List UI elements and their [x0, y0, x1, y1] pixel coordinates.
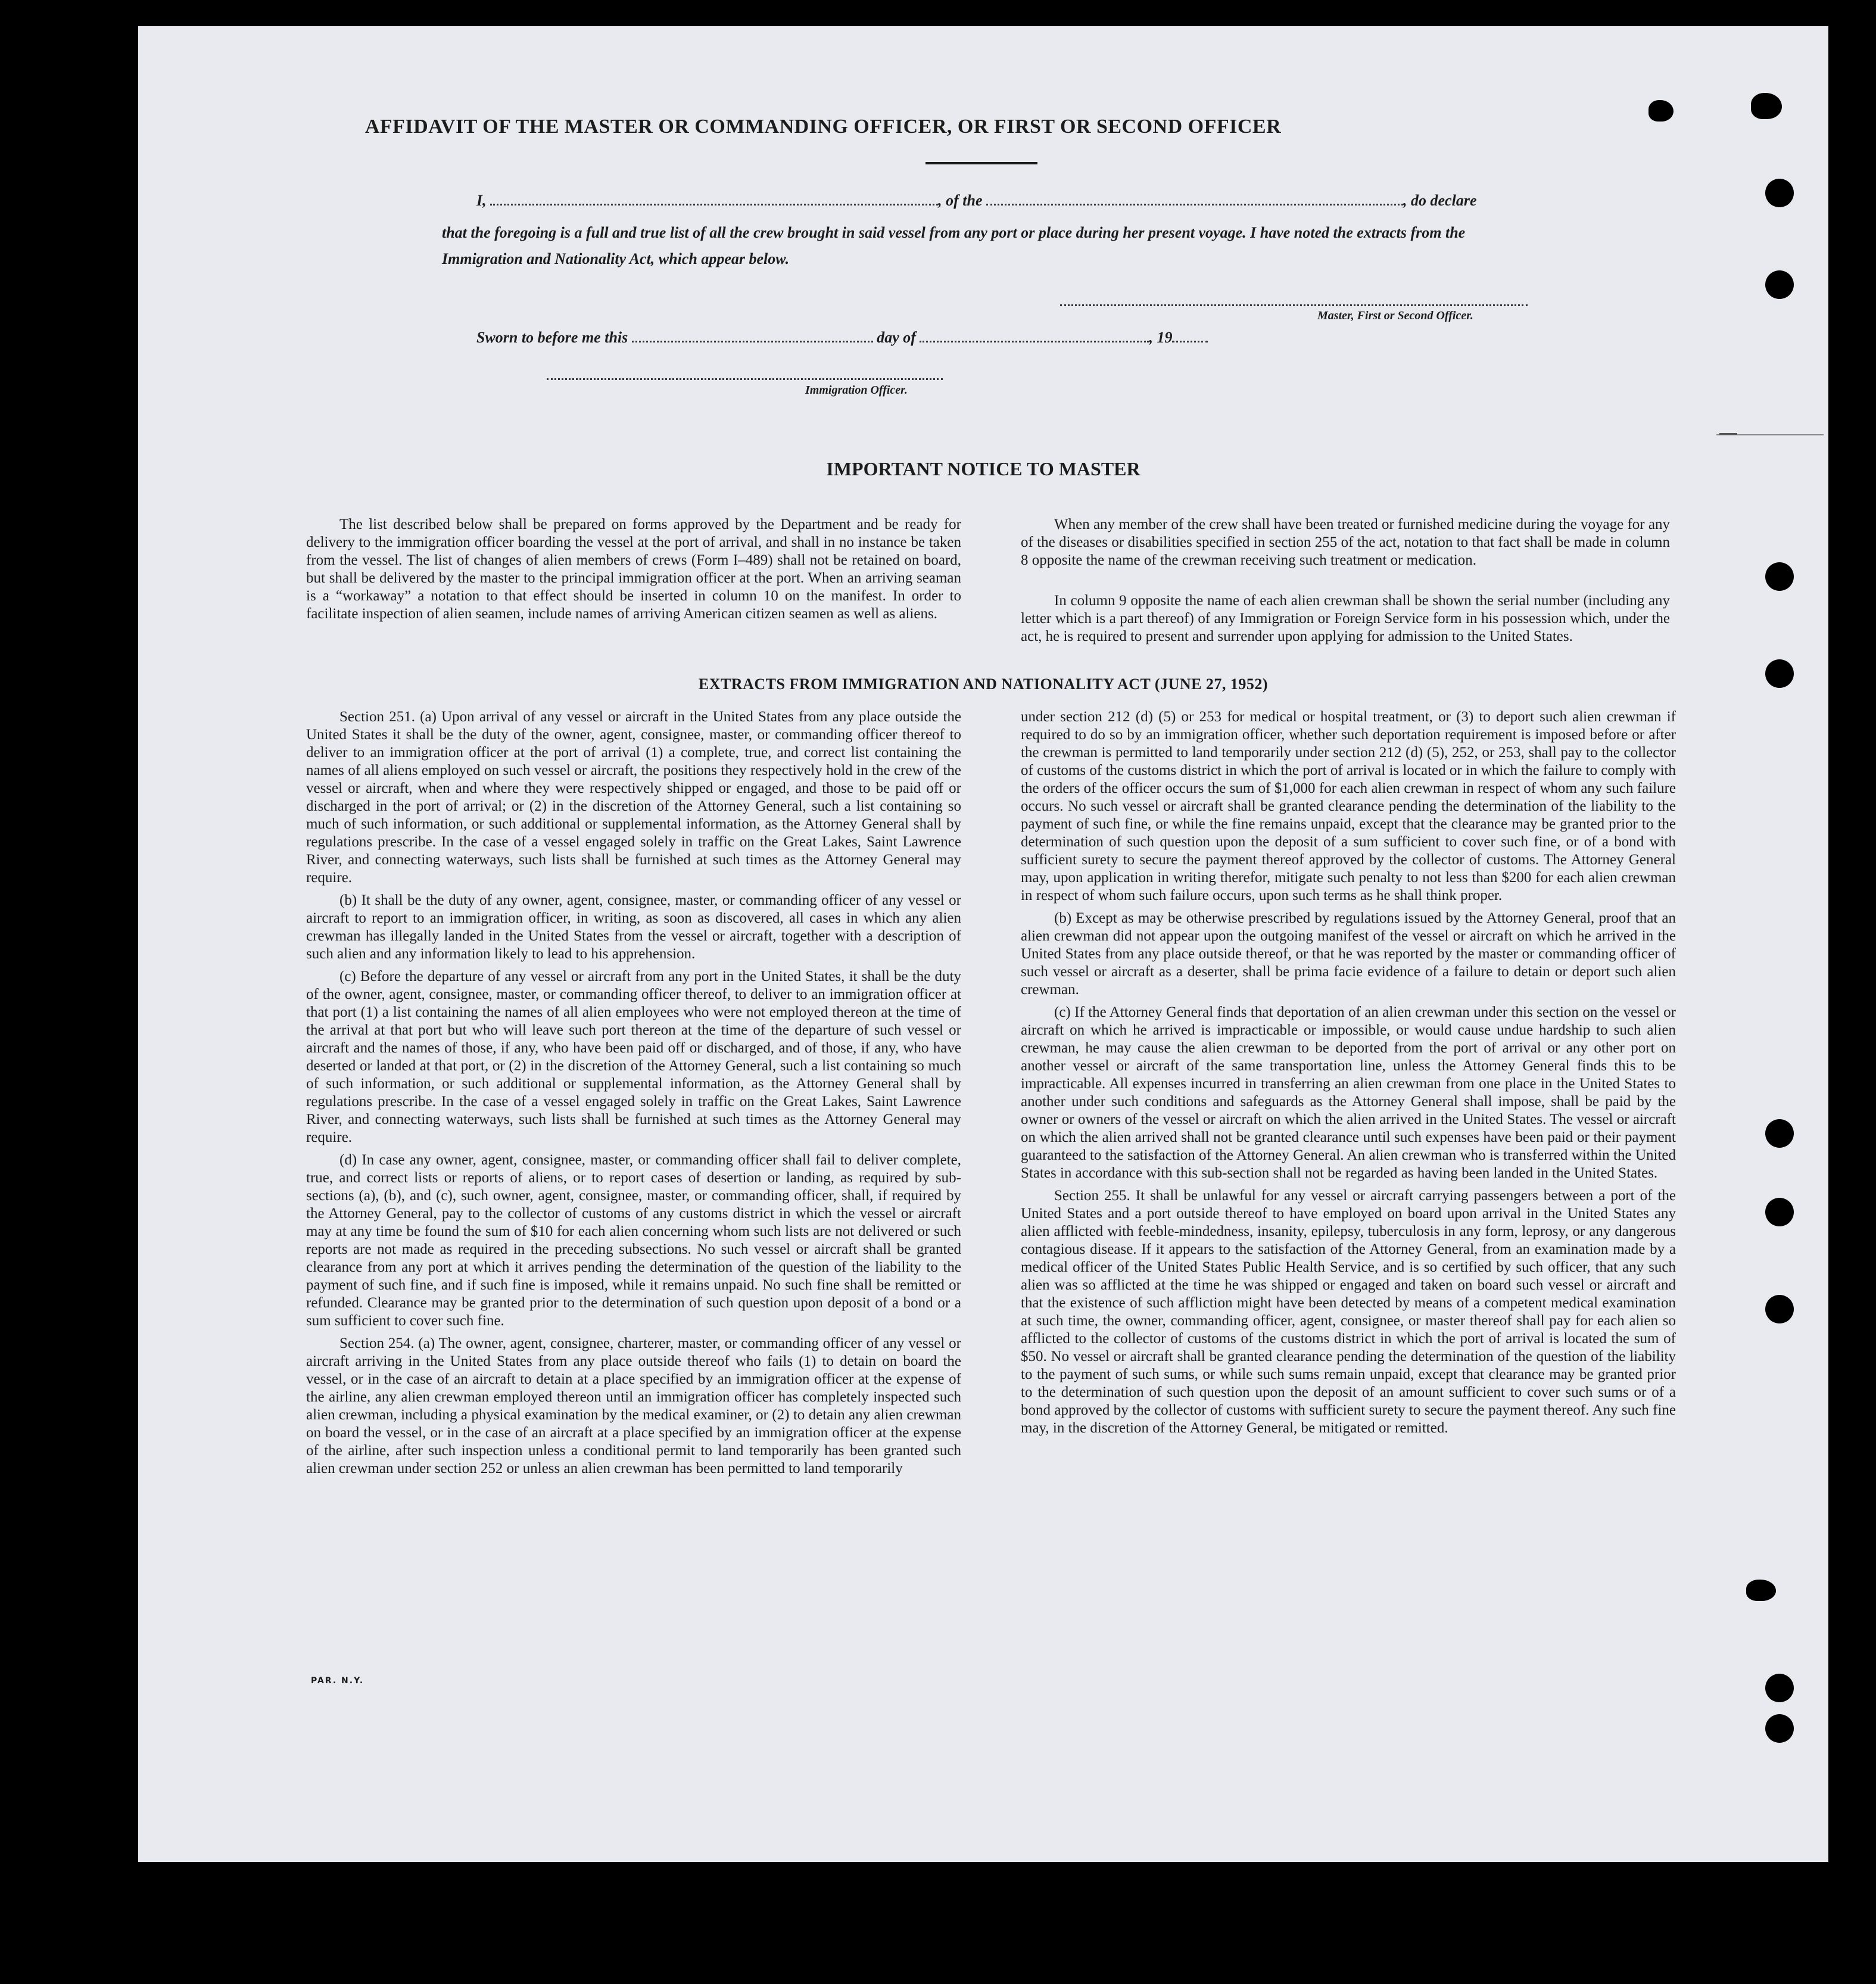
punch-hole	[1765, 659, 1794, 688]
decl-i-label: I,	[476, 192, 487, 209]
day-of-label: day of	[877, 329, 916, 346]
ink-blot	[1751, 93, 1782, 119]
ink-blot	[1746, 1580, 1776, 1601]
sworn-label: Sworn to before me this	[476, 329, 628, 346]
master-signature-line[interactable]	[1060, 304, 1528, 306]
name-blank[interactable]	[490, 192, 938, 205]
vessel-blank[interactable]	[986, 192, 1403, 205]
master-caption: Master, First or Second Officer.	[1317, 309, 1473, 322]
section-254-c: (c) If the Attorney General finds that deportation of an alien crewman under this section on the vessel or aircraft on which he arrived is impracticable or impossible, or would cause undue hardship to such alien crewman, he may cause the alien crewman to be deported from the port of arrival or any other port on another vessel or aircraft of the same transportation line, unless the Attorney General finds this to be impracticable. All expenses incurred in transferring an alien crewman from one place in the United States to another under such conditions and safeguards as the Attorney General shall impose, shall be paid by the owner or owners of the vessel or aircraft on which the alien arrived in the United States. The vessel or aircraft on which the alien arrived shall not be granted clearance until such expenses have been paid or their payment guaranteed to the satisfaction of the Attorney General. An alien crewman who is transferred within the United States in accordance with this sub-section shall not be regarded as having been landed in the United States.	[1021, 1004, 1676, 1181]
punch-hole	[1765, 1198, 1794, 1226]
notice-title: IMPORTANT NOTICE TO MASTER	[826, 458, 1140, 479]
declaration-text: that the foregoing is a full and true list of all the crew brought in said vessel from any port or place during her present voyage. I have noted the extracts from the Immigration and Nationality Act, which appear below.	[442, 224, 1466, 267]
punch-hole	[1765, 1119, 1794, 1148]
extracts-right-column	[1021, 708, 1676, 1442]
affidavit-title: AFFIDAVIT OF THE MASTER OR COMMANDING OFFICER, OR FIRST OR SECOND OFFICER	[364, 116, 1282, 138]
decl-of-the-label: , of the	[938, 192, 983, 209]
section-254-a: Section 254. (a) The owner, agent, consignee, charterer, master, or commanding officer of any vessel or aircraft arriving in the United States from any place outside thereof who fails (1) to detain on board the vessel, or in the case of an aircraft to detain at a place specified by an immigration officer at the expense of the airline, any alien crewman employed thereon until an immigration officer has completely inspected such alien crewman, including a physical examination by the medical examiner, or (2) to detain any alien crewman on board the vessel, or in the case of an aircraft at a place specified by an immigration officer at the expense of the airline, after such inspection unless a conditional permit to land temporarily has been granted such alien crewman under section 252 or unless an alien crewman has been permitted to land temporarily	[306, 1335, 961, 1477]
section-251-c: (c) Before the departure of any vessel or aircraft from any port in the United States, it shall be the duty of the owner, agent, consignee, master, or commanding officer thereof, to deliver to an immigration officer at that port (1) a list containing the names of all alien employees who were not employed thereon at the time of the arrival at that port but who will leave such port thereon at the time of the departure of such vessel or aircraft and the names of those, if any, who have been paid off or discharged, and of those, if any, who have deserted or landed at that port, or (2) in the discretion of the Attorney General, such a list containing so much of such information, or such additional or supplemental information, as the Attorney General shall by regulations prescribe. In the case of a vessel engaged solely in traffic on the Great Lakes, Saint Lawrence River, and connecting waterways, such lists shall be furnished at such times as the Attorney General may require.	[306, 968, 961, 1145]
section-251-d: (d) In case any owner, agent, consignee, master, or commanding officer shall fail to deliver complete, true, and correct lists or reports of aliens, or to report cases of desertion or landing, as required by sub-sections (a), (b), and (c), such owner, agent, consignee, master, or commanding officer, shall, if required by the Attorney General, pay to the collector of customs of any customs district in which the vessel or aircraft may at any time be found the sum of $10 for each alien concerning whom such lists are not delivered or such reports are not made as required in the preceding subsections. No such vessel or aircraft shall be granted clearance from any port at which it arrives pending the determination of the question of the liability to the payment of such fine, and if such fine is imposed, while it remains unpaid. No such fine shall be remitted or refunded. Clearance may be granted prior to the determination of such question upon deposit of a bond or a sum sufficient to cover such fine.	[306, 1152, 961, 1329]
officer-signature-line[interactable]	[547, 378, 943, 380]
section-251-a: Section 251. (a) Upon arrival of any vessel or aircraft in the United States from any place outside the United States it shall be the duty of the owner, agent, consignee, master, or commanding officer thereof to deliver to an immigration officer at the port of arrival (1) a complete, true, and correct list containing the names of all aliens employed on such vessel or aircraft, the positions they respectively hold in the crew of the vessel or aircraft, when and where they were respectively shipped or engaged, and those to be paid off or discharged in the port of arrival; or (2) in the discretion of the Attorney General, such a list containing so much of such information, or such additional or supplemental information, as the Attorney General shall by regulations prescribe. In the case of a vessel engaged solely in traffic on the Great Lakes, Saint Lawrence River, and connecting waterways, such lists shall be furnished at such times as the Attorney General may require.	[306, 709, 961, 886]
sworn-line	[476, 329, 1208, 347]
officer-caption: Immigration Officer.	[805, 384, 908, 397]
sworn-month-blank[interactable]	[920, 329, 1149, 342]
title-rule	[925, 162, 1037, 164]
notice-left-paragraph: The list described below shall be prepared on forms approved by the Department and be ready for delivery to the immigration officer boarding the vessel at the port of arrival, and shall in no instance be taken from the vessel. The list of changes of alien members of crews (Form I–489) shall not be retained on board, but shall be delivered by the master to the principal immigration officer at the port. When an arriving seaman is a “workaway” a notation to that effect should be inserted in column 10 on the manifest. In order to facilitate inspection of alien seamen, include names of arriving American citizen seamen as well as aliens.	[306, 516, 961, 622]
section-254-a-continued: under section 212 (d) (5) or 253 for medical or hospital treatment, or (3) to deport such alien crewman if required to do so by an immigration officer, whether such deportation requirement is imposed before or after the crewman is permitted to land temporarily under section 212 (d) (5), 252, or 253, shall pay to the collector of customs of the customs district in which the port of arrival is located or in which the failure to comply with the orders of the officer occurs the sum of $1,000 for each alien crewman in respect of whom any such failure occurs. No such vessel or aircraft shall be granted clearance pending the determination of the liability to the payment of such fine, or while the fine remains unpaid, except that the clearance may be granted prior to the determination of such question upon the deposit of a sum sufficient to cover such fine, or of a bond with sufficient surety to secure the payment thereof approved by the collector of customs. The Attorney General may, upon application in writing therefor, mitigate such penalty to not less than $200 for each alien crewman in respect of whom such failure occurs, upon such terms as he shall think proper.	[1021, 709, 1676, 904]
printer-code: PAR. N.Y.	[311, 1676, 364, 1686]
declaration-line	[476, 192, 1476, 210]
punch-hole	[1765, 1674, 1794, 1702]
sworn-day-blank[interactable]	[632, 329, 873, 342]
punch-hole	[1765, 270, 1794, 299]
section-255: Section 255. It shall be unlawful for any vessel or aircraft carrying passengers between a port of the United States and a port outside thereof to have employed on board upon arrival in the United States any alien afflicted with feeble-mindedness, insanity, epilepsy, tuberculosis in any form, leprosy, or any dangerous contagious disease. If it appears to the satisfaction of the Attorney General, from an examination made by a medical officer of the United States Public Health Service, and is so certified by such officer, that any such alien was so afflicted at the time he was shipped or engaged and taken on board such vessel or aircraft and that the existence of such affliction might have been detected by means of a competent medical examination at such time, the owner, commanding officer, agent, consignee, or master thereof shall pay for each alien so afflicted to the collector of customs of the customs district in which the port of arrival is located the sum of $50. No vessel or aircraft shall be granted clearance pending the determination of the question of the liability to the payment of such sums, or while such sums remain unpaid, except that clearance may be granted prior to the determination of such question upon the deposit of an amount sufficient to cover such sums or of a bond approved by the collector of customs with sufficient surety to secure the payment thereof. Any such fine may, in the discretion of the Attorney General, be mitigated or remitted.	[1021, 1188, 1676, 1436]
year-label: , 19	[1149, 329, 1173, 346]
notice-right-paragraph-2: In column 9 opposite the name of each alien crewman shall be shown the serial number (including any letter which is a part thereof) of any Immigration or Foreign Service form in his possession which, under the act, he is required to present and surrender upon applying for admission to the United States.	[1021, 593, 1670, 644]
punch-hole	[1765, 1295, 1794, 1323]
notice-right-paragraph-1: When any member of the crew shall have been treated or furnished medicine during the voyage for any of the diseases or disabilities specified in section 255 of the act, notation to that fact shall be made in column 8 opposite the name of the crewman receiving such treatment or medication.	[1021, 516, 1670, 568]
extracts-title: EXTRACTS FROM IMMIGRATION AND NATIONALITY ACT (JUNE 27, 1952)	[698, 675, 1269, 693]
margin-mark	[1719, 433, 1737, 435]
section-251-b: (b) It shall be the duty of any owner, agent, consignee, master, or commanding officer of any vessel or aircraft to report to an immigration officer, in writing, as soon as discovered, all cases in which any alien crewman has illegally landed in the United States from the vessel or aircraft, together with a description of such alien and any information likely to lead to his apprehension.	[306, 892, 961, 962]
extracts-left-column	[306, 708, 961, 1482]
punch-hole	[1765, 179, 1794, 207]
punch-hole	[1765, 1714, 1794, 1743]
sworn-year-blank[interactable]	[1172, 329, 1208, 342]
ink-blot	[1648, 100, 1674, 122]
decl-do-declare-label: , do declare	[1403, 192, 1477, 209]
punch-hole	[1765, 562, 1794, 591]
section-254-b: (b) Except as may be otherwise prescribed by regulations issued by the Attorney General, proof that an alien crewman did not appear upon the outgoing manifest of the vessel or aircraft on which he arrived in the United States from any place outside thereof, or that he was reported by the master or commanding officer of such vessel or aircraft as a deserter, shall be prima facie evidence of a failure to detain or deport such alien crewman.	[1021, 910, 1676, 998]
document-page	[138, 26, 1828, 1862]
